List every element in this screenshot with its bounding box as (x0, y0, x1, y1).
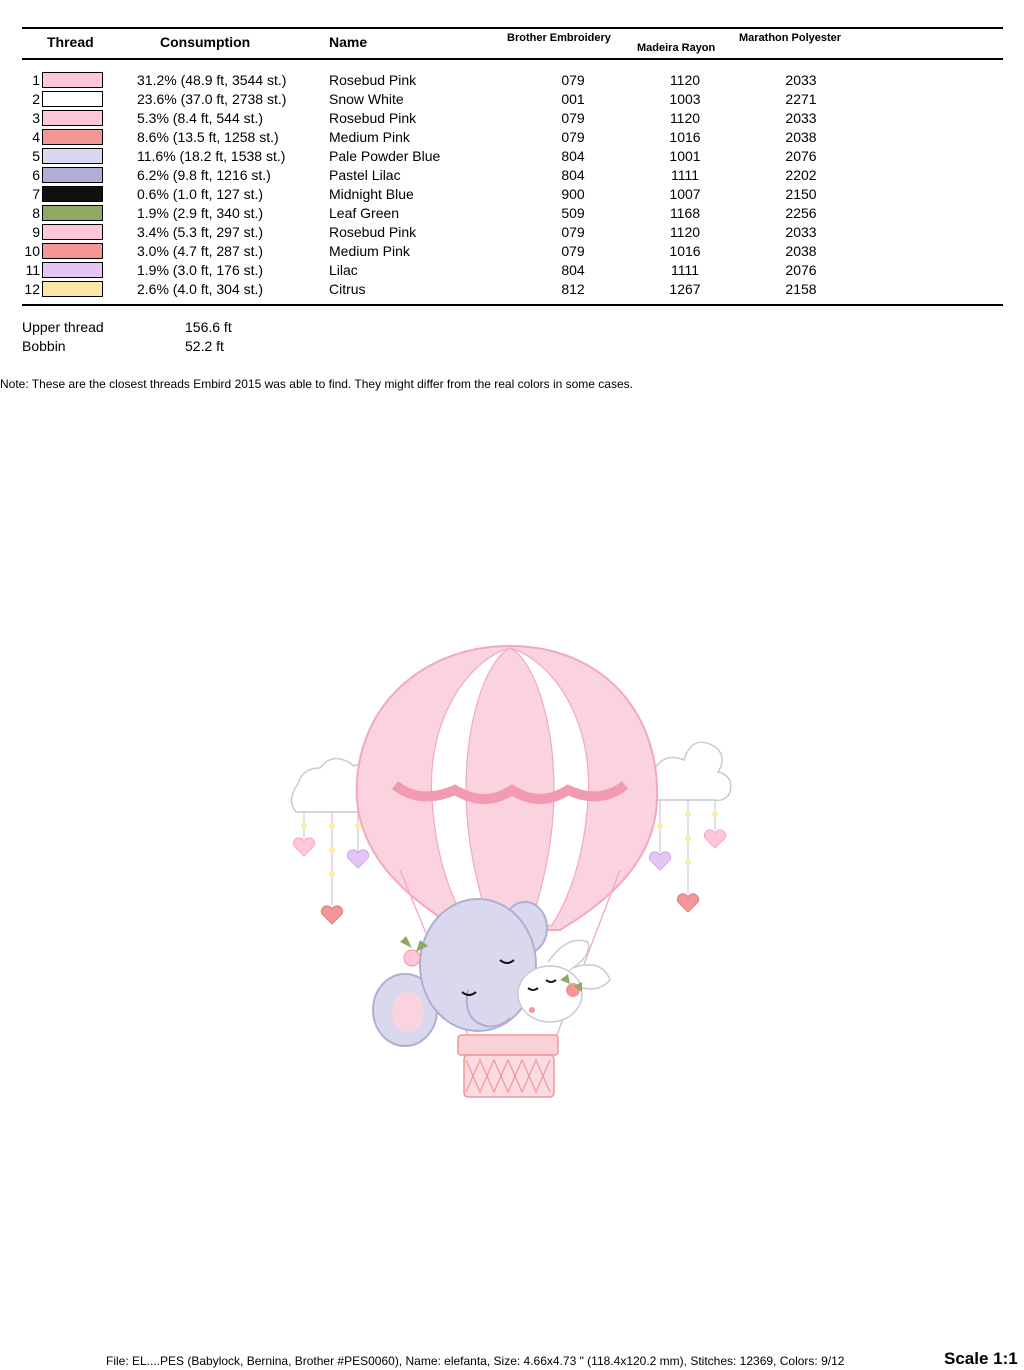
marathon-code: 2033 (785, 72, 817, 88)
thread-name: Citrus (329, 281, 366, 297)
thread-consumption: 0.6% (1.0 ft, 127 st.) (137, 186, 264, 202)
thread-number: 1 (32, 72, 40, 88)
brother-code: 804 (561, 262, 585, 278)
thread-name: Medium Pink (329, 129, 410, 145)
thread-name: Rosebud Pink (329, 72, 417, 88)
thread-number: 4 (32, 129, 40, 145)
header-marathon: Marathon Polyester (739, 32, 842, 44)
thread-consumption: 6.2% (9.8 ft, 1216 st.) (137, 167, 271, 183)
thread-name: Snow White (329, 91, 404, 107)
thread-consumption: 8.6% (13.5 ft, 1258 st.) (137, 129, 279, 145)
thread-name: Rosebud Pink (329, 224, 417, 240)
upper-thread-label: Upper thread (22, 319, 104, 335)
thread-consumption: 5.3% (8.4 ft, 544 st.) (137, 110, 264, 126)
madeira-code: 1267 (669, 281, 701, 297)
thread-consumption: 31.2% (48.9 ft, 3544 st.) (137, 72, 287, 88)
thread-row (0, 165, 1024, 184)
madeira-code: 1111 (670, 262, 700, 278)
thread-consumption: 3.0% (4.7 ft, 287 st.) (137, 243, 264, 259)
madeira-code: 1111 (670, 167, 700, 183)
top-rule (22, 27, 1003, 29)
thread-row (0, 184, 1024, 203)
marathon-code: 2271 (785, 91, 817, 107)
thread-color-swatch (42, 186, 103, 202)
thread-number: 11 (25, 262, 40, 278)
header-consumption: Consumption (160, 34, 251, 50)
madeira-code: 1120 (669, 224, 701, 240)
madeira-code: 1016 (669, 243, 701, 259)
thread-row (0, 108, 1024, 127)
marathon-code: 2038 (785, 243, 817, 259)
thread-name: Lilac (329, 262, 358, 278)
thread-color-swatch (42, 72, 103, 88)
thread-number: 6 (32, 167, 40, 183)
thread-color-swatch (42, 91, 103, 107)
brother-code: 079 (561, 129, 585, 145)
heart-icon (649, 852, 670, 870)
heart-icon (704, 830, 725, 848)
marathon-code: 2038 (785, 129, 817, 145)
brother-code: 804 (561, 148, 585, 164)
brother-code: 900 (561, 186, 585, 202)
madeira-code: 1003 (669, 91, 701, 107)
madeira-code: 1007 (669, 186, 701, 202)
thread-consumption: 1.9% (3.0 ft, 176 st.) (137, 262, 264, 278)
header-brother: Brother Embroidery (507, 32, 611, 44)
thread-color-swatch (42, 281, 103, 297)
thread-color-swatch (42, 224, 103, 240)
thread-color-swatch (42, 205, 103, 221)
madeira-code: 1120 (669, 72, 701, 88)
thread-color-swatch (42, 243, 103, 259)
marathon-code: 2033 (785, 110, 817, 126)
header-name: Name (329, 34, 368, 50)
marathon-code: 2150 (785, 186, 817, 202)
bottom-rule (22, 304, 1003, 306)
madeira-code: 1016 (669, 129, 701, 145)
thread-name: Medium Pink (329, 243, 410, 259)
file-info-footer: File: EL....PES (Babylock, Bernina, Brother #PES0060), Name: elefanta, Size: 4.66x4.73 " (118.4x120.2 mm), Stitches: 12369, Colors: 9/12 (106, 1354, 845, 1368)
marathon-code: 2202 (785, 167, 817, 183)
madeira-code: 1001 (669, 148, 701, 164)
thread-consumption: 11.6% (18.2 ft, 1538 st.) (137, 148, 286, 164)
heart-icon (293, 838, 314, 856)
thread-row (0, 203, 1024, 222)
thread-consumption: 23.6% (37.0 ft, 2738 st.) (137, 91, 287, 107)
thread-name: Pale Powder Blue (329, 148, 441, 164)
thread-consumption: 1.9% (2.9 ft, 340 st.) (137, 205, 264, 221)
brother-code: 001 (561, 91, 585, 107)
thread-name: Pastel Lilac (329, 167, 401, 183)
heart-icon (677, 894, 698, 912)
thread-row (0, 222, 1024, 241)
madeira-code: 1168 (669, 205, 701, 221)
thread-number: 5 (32, 148, 40, 164)
thread-row (0, 241, 1024, 260)
thread-consumption: 3.4% (5.3 ft, 297 st.) (137, 224, 264, 240)
thread-name: Leaf Green (329, 205, 400, 221)
marathon-code: 2256 (785, 205, 817, 221)
thread-name: Rosebud Pink (329, 110, 417, 126)
heart-icon (347, 850, 368, 868)
marathon-code: 2158 (785, 281, 817, 297)
brother-code: 079 (561, 72, 585, 88)
thread-color-swatch (42, 110, 103, 126)
marathon-code: 2033 (785, 224, 817, 240)
header-madeira: Madeira Rayon (637, 42, 716, 54)
thread-name: Midnight Blue (329, 186, 414, 202)
thread-row (0, 70, 1024, 89)
thread-number: 9 (32, 224, 40, 240)
thread-number: 10 (24, 243, 40, 259)
bobbin-value: 52.2 ft (185, 338, 224, 354)
thread-row (0, 279, 1024, 298)
elephant-illustration (373, 899, 547, 1046)
brother-code: 079 (561, 224, 585, 240)
thread-note: Note: These are the closest threads Embird 2015 was able to find. They might differ from the real colors in some cases. (0, 377, 633, 391)
heart-icon (321, 906, 342, 924)
header-rule (22, 58, 1003, 60)
bobbin-label: Bobbin (22, 338, 66, 354)
brother-code: 804 (561, 167, 585, 183)
brother-code: 509 (561, 205, 585, 221)
brother-code: 812 (561, 281, 585, 297)
thread-number: 3 (32, 110, 40, 126)
thread-row (0, 260, 1024, 279)
brother-code: 079 (561, 110, 585, 126)
thread-number: 7 (32, 186, 40, 202)
thread-color-swatch (42, 129, 103, 145)
embroidery-design-preview (285, 640, 745, 1105)
marathon-code: 2076 (785, 148, 817, 164)
thread-number: 12 (24, 281, 40, 297)
thread-number: 8 (32, 205, 40, 221)
thread-color-swatch (42, 262, 103, 278)
thread-color-swatch (42, 167, 103, 183)
madeira-code: 1120 (669, 110, 701, 126)
header-thread: Thread (47, 34, 94, 50)
thread-color-swatch (42, 148, 103, 164)
upper-thread-value: 156.6 ft (185, 319, 232, 335)
thread-row (0, 89, 1024, 108)
thread-number: 2 (32, 91, 40, 107)
scale-label: Scale 1:1 (944, 1349, 1018, 1368)
thread-consumption: 2.6% (4.0 ft, 304 st.) (137, 281, 264, 297)
marathon-code: 2076 (785, 262, 817, 278)
brother-code: 079 (561, 243, 585, 259)
thread-row (0, 127, 1024, 146)
thread-row (0, 146, 1024, 165)
